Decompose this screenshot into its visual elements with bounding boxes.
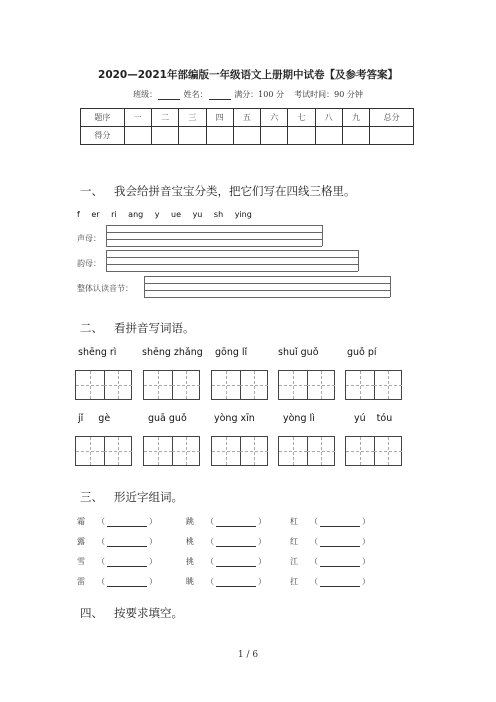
answer-blank[interactable] [216, 539, 256, 547]
close-paren: ） [149, 517, 157, 526]
score-header-cell: 七 [288, 109, 315, 127]
class-label: 班级： [133, 90, 158, 99]
score-header-cell: 八 [315, 109, 342, 127]
score-entry-cell[interactable] [315, 127, 342, 145]
score-header-cell: 二 [151, 109, 178, 127]
close-paren: ） [362, 517, 370, 526]
word-char: 霜 [77, 517, 85, 526]
writing-grid[interactable] [345, 436, 402, 466]
word-char: 眺 [186, 577, 194, 586]
section-4-title: 按要求填空。 [114, 606, 183, 620]
answer-blank[interactable] [107, 559, 147, 567]
section-3-heading [80, 489, 183, 505]
score-table [80, 108, 414, 145]
word-char: 跳 [186, 517, 194, 526]
writing-grid[interactable] [75, 370, 132, 400]
word-item [77, 516, 157, 527]
section-4-number: 四、 [80, 606, 103, 620]
section-3-title: 形近字组词。 [114, 490, 183, 504]
full-score: 满分：100 分 [234, 90, 284, 99]
open-paren: （ [97, 517, 105, 526]
word-char: 杠 [290, 517, 298, 526]
open-paren: （ [97, 557, 105, 566]
pinyin-1-2: shēng zhǎng [142, 347, 203, 358]
score-entry-cell[interactable] [124, 127, 151, 145]
page-title: 2020—2021年部编版一年级语文上册期中试卷【及参考答案】 [98, 69, 398, 81]
section-2-heading [80, 320, 195, 336]
label-shengmu: 声母： [77, 234, 101, 243]
writing-grid[interactable] [143, 370, 200, 400]
section-1-number: 一、 [80, 184, 103, 198]
open-paren: （ [97, 537, 105, 546]
word-item [186, 576, 266, 587]
close-paren: ） [149, 537, 157, 546]
name-blank[interactable] [209, 91, 231, 100]
close-paren: ） [258, 517, 266, 526]
close-paren: ） [258, 557, 266, 566]
writing-grid[interactable] [278, 370, 335, 400]
section-2-title: 看拼音写词语。 [114, 321, 195, 335]
answer-blank[interactable] [216, 579, 256, 587]
exam-info [0, 89, 496, 100]
word-item [290, 536, 370, 547]
name-label: 姓名： [183, 90, 208, 99]
open-paren: （ [206, 537, 214, 546]
section-1-heading [80, 183, 356, 199]
close-paren: ） [149, 577, 157, 586]
word-char: 桃 [186, 537, 194, 546]
pinyin-1-5: guǒ pí [347, 347, 377, 358]
word-char: 红 [290, 537, 298, 546]
section-2-number: 二、 [80, 321, 103, 335]
section-1-pinyin-list: f er ri ang y ue yu sh ying [77, 210, 252, 219]
word-char: 雪 [77, 557, 85, 566]
score-entry-cell[interactable] [206, 127, 233, 145]
pinyin-2-3: yòng xīn [214, 413, 255, 424]
writing-grid[interactable] [345, 370, 402, 400]
score-value-row [81, 127, 414, 145]
open-paren: （ [310, 537, 318, 546]
word-char: 扛 [290, 577, 298, 586]
pinyin-2-5: yú tóu [354, 413, 393, 424]
score-entry-cell[interactable] [342, 127, 369, 145]
label-zhengti: 整体认读音节： [77, 284, 133, 293]
score-entry-cell[interactable] [261, 127, 288, 145]
score-header-row [81, 109, 414, 127]
score-header-cell: 九 [342, 109, 369, 127]
word-char: 露 [77, 537, 85, 546]
word-item [186, 536, 266, 547]
score-header-cell: 三 [179, 109, 206, 127]
answer-blank[interactable] [320, 539, 360, 547]
score-entry-cell[interactable] [179, 127, 206, 145]
label-yunmu: 韵母： [77, 259, 101, 268]
close-paren: ） [362, 557, 370, 566]
score-entry-cell[interactable] [288, 127, 315, 145]
writing-grid[interactable] [75, 436, 132, 466]
open-paren: （ [206, 557, 214, 566]
close-paren: ） [362, 577, 370, 586]
pinyin-2-1: jǐ gè [78, 413, 111, 424]
open-paren: （ [310, 557, 318, 566]
answer-blank[interactable] [107, 539, 147, 547]
close-paren: ） [258, 537, 266, 546]
open-paren: （ [310, 577, 318, 586]
writing-grid[interactable] [211, 370, 268, 400]
pinyin-2-4: yòng lì [283, 413, 315, 424]
score-header-cell: 五 [233, 109, 260, 127]
class-blank[interactable] [158, 91, 180, 100]
answer-blank[interactable] [216, 559, 256, 567]
page-number: 1 / 6 [237, 650, 259, 660]
section-4-heading [80, 605, 183, 621]
word-item [290, 516, 370, 527]
close-paren: ） [362, 537, 370, 546]
word-item [290, 556, 370, 567]
open-paren: （ [97, 577, 105, 586]
writing-grid[interactable] [211, 436, 268, 466]
pinyin-2-2: guā guǒ [148, 413, 187, 424]
section-3-number: 三、 [80, 490, 103, 504]
word-char: 挑 [186, 557, 194, 566]
section-1-title: 我会给拼音宝宝分类，把它们写在四线三格里。 [114, 184, 356, 198]
score-header-cell: 一 [124, 109, 151, 127]
pinyin-1-1: shēng rì [78, 347, 117, 358]
word-item [186, 556, 266, 567]
pinyin-1-4: shuǐ guǒ [278, 347, 319, 358]
answer-blank[interactable] [320, 579, 360, 587]
answer-blank[interactable] [216, 519, 256, 527]
score-header-cell: 六 [261, 109, 288, 127]
word-item [77, 536, 157, 547]
score-header-cell: 四 [206, 109, 233, 127]
answer-blank[interactable] [107, 579, 147, 587]
score-row-label: 得分 [81, 127, 125, 145]
score-entry-cell[interactable] [151, 127, 178, 145]
close-paren: ） [258, 577, 266, 586]
score-header-cell: 题序 [81, 109, 125, 127]
open-paren: （ [206, 577, 214, 586]
word-item [290, 576, 370, 587]
word-char: 江 [290, 557, 298, 566]
answer-blank[interactable] [107, 519, 147, 527]
score-entry-cell[interactable] [233, 127, 260, 145]
word-char: 雷 [77, 577, 85, 586]
word-item [77, 556, 157, 567]
score-entry-cell[interactable] [370, 127, 414, 145]
writing-grid[interactable] [143, 436, 200, 466]
exam-time: 考试时间：90 分钟 [294, 90, 363, 99]
open-paren: （ [206, 517, 214, 526]
pinyin-1-3: gōng lǐ [215, 347, 248, 358]
open-paren: （ [310, 517, 318, 526]
answer-blank[interactable] [320, 519, 360, 527]
answer-blank[interactable] [320, 559, 360, 567]
close-paren: ） [149, 557, 157, 566]
word-item [77, 576, 157, 587]
word-item [186, 516, 266, 527]
score-header-cell: 总分 [370, 109, 414, 127]
writing-grid[interactable] [278, 436, 335, 466]
